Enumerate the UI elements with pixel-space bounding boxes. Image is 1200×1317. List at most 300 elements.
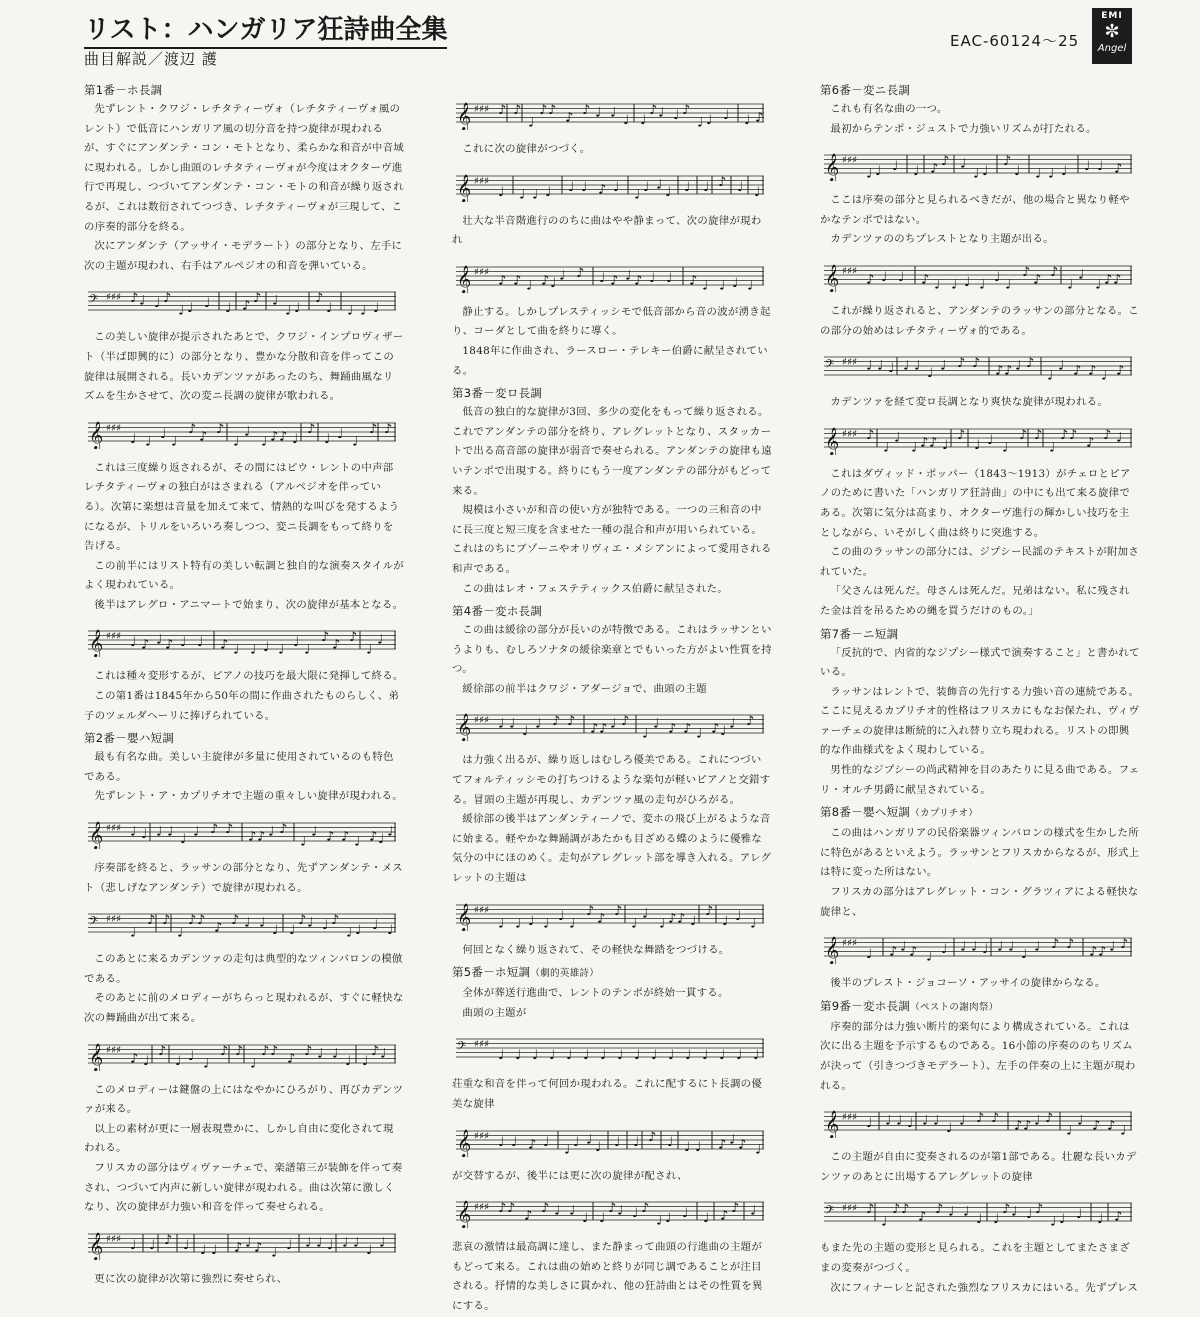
note-icon: ♪ [1014, 1118, 1023, 1134]
angel-icon: ✼ [1104, 21, 1120, 42]
note-icon: ♩ [130, 925, 137, 941]
note-icon: ♩ [946, 1121, 953, 1137]
note-icon: ♪ [552, 714, 561, 730]
treble-clef-icon: 𝄞 [457, 102, 472, 130]
note-icon: ♪ [746, 714, 755, 730]
note-icon: ♪ [225, 822, 234, 838]
body-paragraph: これは種々変形するが、ピアノの技巧を最大限に発揮して終る。 [94, 670, 404, 683]
note-icon: ♪ [528, 1137, 537, 1153]
note-icon: ♩ [631, 916, 638, 931]
note-icon: ♩ [263, 640, 270, 656]
note-icon: ♪ [1092, 1118, 1101, 1134]
note-icon: ♪ [930, 161, 939, 177]
note-icon: ♩ [747, 278, 754, 293]
note-icon: ♩ [903, 358, 910, 374]
note-icon: ♩ [632, 1206, 639, 1222]
note-icon: ♩ [586, 1132, 593, 1148]
note-icon: ♩ [352, 434, 359, 449]
note-icon: ♩ [285, 303, 292, 319]
body-paragraph: この前半にはリスト特有の美しい転調と独自的な演奏スタイルがよく現われている。 [84, 559, 404, 592]
note-icon: ♪ [590, 721, 599, 737]
note-icon: ♪ [683, 721, 692, 737]
note-icon: ♩ [642, 906, 649, 922]
note-icon: ♩ [979, 277, 986, 292]
note-icon: ♪ [909, 944, 918, 960]
note-icon: ♪ [1104, 272, 1113, 288]
body-paragraph: 更に次の旋律が次第に強烈に奏せられ、 [94, 1272, 288, 1285]
note-icon: ♪ [668, 721, 677, 737]
note-icon: ♩ [595, 1139, 602, 1155]
note-icon: ♩ [1014, 164, 1021, 180]
body-paragraph: が交替するが、後半には更に次の旋律が配され、 [452, 1169, 688, 1182]
music-example-staff [88, 623, 398, 657]
note-icon: ♪ [634, 273, 643, 289]
note-icon: ♩ [1059, 1212, 1066, 1228]
body-paragraph: この曲はハンガリアの民俗楽器ツィンバロンの様式を生かした所に特色があるといえよう。ラッサンとフリスカからなるが、形式上は特に変った所はない。 [820, 827, 1140, 879]
note-icon: ♩ [706, 113, 713, 128]
body-paragraph: このあとに来るカデンツァの走句は典型的なツィンバロンの模倣である。 [84, 953, 403, 985]
note-icon: ♪ [689, 273, 698, 289]
note-icon: ♪ [957, 356, 966, 372]
section-heading-label: 第2番－嬰ハ短調 [84, 731, 175, 746]
note-icon: ♪ [332, 637, 341, 653]
key-signature-icon: ♯♯♯ [106, 823, 122, 835]
note-icon: ♪ [1033, 272, 1042, 288]
body-paragraph: これに次の旋律がつづく。 [462, 143, 591, 155]
body-paragraph: これはダヴィッド・ポッパー（1843〜1913）がチェロとピアノのために書いた「ハンガリア狂詩曲」の中にも出て来る旋律である。次第に気分は高まり、オクターヴ進行の輝かしい技巧を主としながら、いそがしく曲は終りに突進する。 [820, 467, 1131, 539]
note-icon: ♪ [279, 429, 288, 445]
note-icon: ♩ [649, 270, 656, 286]
section-heading [452, 383, 772, 403]
note-icon: ♩ [372, 918, 379, 934]
note-icon: ♪ [369, 421, 378, 437]
note-icon: ♪ [1019, 427, 1028, 443]
section-heading-label: 第8番－嬰ヘ短調 [820, 805, 911, 820]
body-paragraph: これは三度繰り返されるが、その間にはピウ・レントの中声部レチタティーヴォの独白がはさまれる（アルペジオを伴っている）。次第に楽想は音量を加えて来て、情熱的な叫びを発するようになるが、トリルをいろいろ奏しつつ、変ニ長調をもって終りを告げる。 [84, 461, 400, 553]
note-icon: ♩ [250, 1056, 257, 1071]
note-icon: ♩ [141, 827, 148, 843]
note-icon: ♪ [1022, 264, 1031, 280]
emi-angel-logo [1092, 8, 1132, 64]
body-paragraph: 「父さんは死んだ。母さんは死んだ。兄弟はない。私に残された金は首を吊るための縄を買うだけのもの。」 [820, 585, 1130, 617]
note-icon: ♪ [1103, 427, 1112, 443]
note-icon: ♩ [511, 1134, 518, 1150]
note-icon: ♩ [1048, 166, 1055, 182]
note-icon: ♪ [270, 1043, 279, 1059]
note-icon: ♪ [705, 903, 714, 919]
note-icon: ♪ [248, 829, 257, 845]
note-icon: ♩ [885, 1113, 892, 1129]
note-icon: ♩ [1116, 430, 1123, 446]
note-icon: ♩ [617, 1203, 624, 1219]
note-icon: ♪ [541, 273, 550, 289]
note-icon: ♩ [366, 1242, 373, 1258]
body-paragraph: 緩徐部の後半はアンダンティーノで、変ホの飛び上がるような音に始まる。軽やかな舞踊調があたかも目ざめる蝶のように優雅な気分の中にほのめく。走句がアレグレット部を導き入れる。アレグレットの主題は [452, 813, 772, 885]
note-icon: ♪ [164, 1232, 173, 1248]
music-example-staff [456, 96, 766, 130]
note-icon: ♩ [543, 916, 550, 931]
note-icon: ♩ [974, 437, 981, 453]
note-icon: ♩ [354, 834, 361, 850]
note-icon: ♪ [920, 435, 929, 451]
note-icon: ♩ [193, 824, 200, 840]
note-icon: ♩ [754, 184, 761, 200]
music-example-staff [456, 707, 766, 741]
note-icon: ♩ [737, 179, 744, 195]
note-icon: ♩ [927, 366, 934, 382]
body-paragraph: 緩徐部の前半はクワジ・アダージョで、曲頭の主題 [462, 682, 707, 695]
note-icon: ♪ [614, 903, 623, 919]
note-icon: ♩ [373, 301, 380, 317]
note-icon: ♩ [673, 108, 680, 123]
note-icon: ♪ [130, 291, 139, 307]
note-icon: ♪ [371, 1043, 380, 1059]
note-icon: ♩ [498, 716, 505, 732]
music-example-staff [456, 168, 766, 202]
note-icon: ♪ [921, 272, 930, 288]
note-icon: ♩ [997, 939, 1004, 955]
note-icon: ♪ [1034, 427, 1043, 443]
body-paragraph: 男性的なジプシーの尚武精神を目のあたりに見る曲である。フェリ・オルチ男爵に献呈されている。 [820, 764, 1140, 796]
music-example-staff [824, 930, 1134, 964]
note-icon: ♩ [866, 947, 873, 963]
note-icon: ♩ [549, 1048, 556, 1064]
note-icon: ♩ [1077, 1113, 1084, 1129]
body-paragraph: 最も有名な曲。美しい主旋律が多量に使用されているのも特色である。 [84, 751, 394, 783]
note-icon: ♩ [643, 179, 650, 195]
treble-clef-icon: 𝄞 [457, 1200, 472, 1229]
section-subtitle: （ペストの謝肉祭） [910, 1001, 999, 1013]
treble-clef-icon: 𝄞 [89, 1042, 104, 1071]
note-icon: ♩ [702, 1048, 709, 1064]
note-icon: ♩ [888, 361, 895, 377]
note-icon: ♩ [188, 1048, 195, 1064]
note-icon: ♩ [366, 642, 373, 658]
key-signature-icon: ♯♯♯ [474, 266, 490, 278]
note-icon: ♩ [973, 166, 980, 182]
music-example-staff [88, 284, 398, 318]
note-icon: ♩ [294, 301, 301, 317]
section-heading [820, 802, 1140, 824]
note-icon: ♪ [957, 427, 966, 443]
key-signature-icon: ♯♯♯ [474, 715, 490, 727]
bass-clef-icon: 𝄢 [457, 1040, 467, 1057]
note-icon: ♩ [1021, 947, 1028, 963]
note-icon: ♪ [188, 421, 197, 437]
note-icon: ♩ [617, 1048, 624, 1064]
body-paragraph: 何回となく繰り返されて、その軽快な舞踏をつづける。 [462, 943, 730, 956]
treble-clef-icon: 𝄞 [825, 263, 840, 292]
note-icon: ♩ [866, 1116, 873, 1132]
body-paragraph: 曲頭の主題が [462, 1006, 527, 1019]
note-icon: ♩ [244, 915, 251, 931]
note-icon: ♪ [889, 944, 898, 960]
music-example-staff [824, 258, 1134, 292]
note-icon: ♩ [175, 1053, 182, 1069]
note-icon: ♩ [569, 916, 576, 931]
note-icon: ♩ [659, 916, 666, 931]
note-icon: ♪ [254, 1240, 263, 1256]
music-example-staff [456, 1031, 766, 1065]
note-icon: ♩ [353, 1235, 360, 1251]
note-icon: ♩ [1011, 1204, 1018, 1220]
note-icon: ♩ [665, 184, 672, 200]
note-icon: ♪ [498, 273, 507, 289]
note-icon: ♪ [935, 1202, 944, 1218]
body-paragraph: もまた先の主題の変形と見られる。これを主題としてまたさまざまの変奏がつづく。 [820, 1242, 1131, 1274]
body-paragraph: これも有名な曲の一つ。 [830, 103, 948, 115]
body-paragraph: ここは序奏の部分と見られるべきだが、他の場合と異なり軽やかなテンポではない。 [820, 194, 1130, 226]
note-icon: ♩ [564, 1142, 571, 1157]
note-icon: ♪ [197, 913, 206, 929]
body-paragraph: 先ずレント・クワジ・レチタティーヴォ（レチタティーヴォ風のレント）で低音にハンガリア風の切分音を持つ旋律が現われるが、すぐにアンダンテ・コン・モトとなり、柔らかな和音が中音域に現われる。しかし曲頭のレチタティーヴォが今度はオクターヴ進行で再現し、つづいてアンダンテ・コン・モトの和音が繰り返されるが、これは数衍されてつづき、レチタティーヴォが三現して、この序奏的部分を終る。 [84, 103, 404, 233]
note-icon: ♩ [642, 726, 649, 742]
note-icon: ♩ [156, 632, 163, 648]
note-icon: ♪ [731, 1201, 740, 1217]
note-icon: ♩ [875, 164, 882, 180]
note-icon: ♩ [167, 824, 174, 840]
key-signature-icon: ♯♯♯ [106, 1233, 122, 1245]
note-icon: ♩ [1066, 1123, 1073, 1139]
note-icon: ♩ [293, 635, 300, 651]
note-icon: ♩ [1067, 277, 1074, 292]
note-icon: ♪ [755, 110, 764, 126]
music-example-staff [456, 1123, 766, 1157]
note-icon: ♩ [582, 1211, 589, 1227]
note-icon: ♩ [130, 824, 137, 840]
note-icon: ♪ [220, 637, 229, 653]
note-icon: ♩ [360, 303, 367, 319]
note-icon: ♩ [566, 1048, 573, 1064]
note-icon: ♩ [941, 942, 948, 958]
note-icon: ♪ [892, 1202, 901, 1218]
note-icon: ♩ [160, 426, 167, 442]
treble-clef-icon: 𝄞 [89, 821, 104, 850]
note-icon: ♩ [143, 1053, 150, 1069]
note-icon: ♪ [682, 103, 691, 118]
note-icon: ♩ [892, 159, 899, 175]
music-example-staff [88, 815, 398, 849]
key-signature-icon: ♯♯♯ [842, 1112, 858, 1124]
note-icon: ♩ [610, 105, 617, 121]
note-icon: ♪ [242, 298, 251, 314]
note-icon: ♪ [608, 1201, 617, 1217]
note-icon: ♩ [625, 268, 632, 284]
note-icon: ♪ [162, 913, 171, 929]
note-icon: ♪ [941, 154, 950, 170]
body-paragraph: フリスカの部分はアレグレット・コン・グラツィアによる軽快な旋律と、 [820, 886, 1139, 918]
note-icon: ♩ [550, 275, 557, 291]
note-icon: ♪ [369, 829, 378, 845]
note-icon: ♩ [613, 179, 620, 195]
note-icon: ♩ [900, 939, 907, 955]
note-icon: ♩ [666, 270, 673, 286]
note-icon: ♪ [147, 913, 156, 929]
key-signature-icon: ♯♯♯ [842, 357, 858, 369]
note-icon: ♩ [696, 726, 703, 742]
note-icon: ♩ [1109, 939, 1116, 955]
note-icon: ♩ [346, 925, 353, 941]
key-signature-icon: ♯♯♯ [474, 175, 490, 187]
note-icon: ♪ [257, 829, 266, 845]
body-paragraph: 1848年に作曲され、ラースロー・テレキー伯爵に献呈されている。 [452, 344, 768, 377]
note-icon: ♩ [380, 1046, 387, 1062]
note-icon: ♩ [729, 1132, 736, 1148]
note-icon: ♩ [1061, 164, 1068, 180]
key-signature-icon: ♯♯♯ [474, 104, 490, 115]
note-icon: ♪ [1098, 944, 1107, 960]
body-paragraph: 規模は小さいが和音の使い方が独特である。一つの三和音の中に長三度と短三度を含ませた一種の混合和声が用いられている。これはのちにブゾーニやオリヴィエ・メシアンによって愛用される和声である。 [452, 504, 772, 575]
note-icon: ♩ [922, 1113, 929, 1129]
note-icon: ♩ [914, 358, 921, 374]
note-icon: ♪ [163, 291, 172, 307]
note-icon: ♪ [279, 822, 288, 838]
note-icon: ♩ [332, 1046, 339, 1062]
note-icon: ♪ [1026, 356, 1035, 372]
note-icon: ♩ [522, 724, 529, 740]
note-icon: ♩ [1034, 1113, 1041, 1129]
note-icon: ♩ [154, 296, 161, 312]
body-paragraph: この美しい旋律が提示されたあとで、クワジ・インプロヴィザート（半ば即興的に）の部分となり、豊かな分散和音を伴ってこの旋律は展開される。長いカデンツァがあったのち、舞踊曲風なリズムを生かさせて、次の変ニ長調の旋律が歌われる。 [84, 331, 404, 403]
note-icon: ♩ [178, 303, 185, 319]
note-icon: ♪ [1073, 363, 1082, 379]
note-icon: ♩ [896, 1113, 903, 1129]
note-icon: ♩ [993, 1212, 1000, 1228]
body-paragraph: 悲哀の激情は最高調に達し、また静まって曲頭の行進曲の主題がもどって来る。これは曲の始めと終りが同じ調であることが注目される。抒情的な美しさに貫かれ、他の狂詩曲とはその性質を異にする。 [452, 1241, 763, 1312]
section-heading-label: 第3番－変ロ長調 [452, 386, 543, 401]
body-paragraph: 以上の素材が更に一層表現豊かに、しかし自由に変化されて現われる。 [84, 1122, 394, 1155]
note-icon: ♩ [599, 1211, 606, 1227]
section-heading-label: 第6番－変ニ長調 [820, 83, 911, 97]
note-icon: ♪ [901, 1202, 910, 1218]
bass-clef-icon: 𝄢 [825, 1204, 835, 1221]
note-icon: ♩ [558, 908, 565, 924]
note-icon: ♩ [532, 1048, 539, 1064]
note-icon: ♩ [960, 939, 967, 955]
note-icon: ♪ [995, 363, 1004, 379]
note-icon: ♪ [668, 911, 677, 927]
note-icon: ♪ [141, 637, 150, 653]
note-icon: ♪ [199, 429, 208, 445]
note-icon: ♪ [991, 1111, 1000, 1127]
key-signature-icon: ♯♯♯ [842, 155, 858, 167]
note-icon: ♩ [690, 913, 697, 929]
note-icon: ♪ [513, 273, 522, 289]
note-icon: ♪ [576, 265, 585, 281]
note-icon: ♩ [634, 1048, 641, 1064]
note-icon: ♩ [272, 923, 279, 939]
note-icon: ♩ [289, 923, 296, 939]
body-paragraph: 後半はアレグロ・アニマートで始まり、次の旋律が基本となる。 [94, 598, 404, 611]
key-signature-icon: ♯♯♯ [474, 904, 490, 916]
treble-clef-icon: 𝄞 [825, 426, 840, 455]
note-icon: ♩ [305, 1235, 312, 1251]
note-icon: ♪ [326, 829, 335, 845]
body-paragraph: フリスカの部分はヴィヴァーチェで、楽譜第三が装飾を伴って奏され、つづいて内声に新しい旋律が現われる。曲は次第に激しくなり、次の旋律が力強い和音を伴って奏せられる。 [84, 1161, 403, 1214]
note-icon: ♩ [145, 434, 152, 449]
note-icon: ♪ [1086, 435, 1095, 451]
note-icon: ♩ [755, 1142, 762, 1157]
music-example-staff [88, 1226, 398, 1260]
note-icon: ♪ [304, 1043, 313, 1059]
note-icon: ♪ [1069, 427, 1078, 443]
note-icon: ♩ [934, 277, 941, 292]
note-icon: ♩ [377, 632, 384, 648]
note-icon: ♩ [324, 431, 331, 447]
note-icon: ♪ [1113, 272, 1122, 288]
note-icon: ♩ [130, 431, 137, 447]
body-paragraph: この主題が自由に変奏されるのが第1部である。壮麗な長いカデンツァのあとに出場するアレグレットの旋律 [820, 1151, 1137, 1183]
note-icon: ♪ [866, 272, 875, 288]
key-signature-icon: ♯♯♯ [474, 1039, 490, 1051]
note-icon: ♩ [866, 358, 873, 374]
note-icon: ♩ [898, 269, 905, 285]
note-icon: ♪ [586, 903, 595, 919]
note-icon: ♩ [509, 716, 516, 732]
logo-label-top: EMI [1101, 11, 1123, 21]
note-icon: ♩ [347, 303, 354, 319]
note-icon: ♪ [234, 1240, 243, 1256]
note-icon: ♪ [524, 1208, 533, 1224]
note-icon: ♩ [307, 915, 314, 931]
note-icon: ♩ [982, 164, 989, 180]
note-icon: ♪ [1114, 1209, 1123, 1225]
key-signature-icon: ♯♯♯ [106, 914, 122, 926]
note-icon: ♩ [1005, 277, 1012, 292]
note-icon: ♩ [732, 275, 739, 291]
note-icon: ♩ [528, 913, 535, 929]
key-signature-icon: ♯♯♯ [842, 1203, 858, 1215]
note-icon: ♪ [648, 1129, 657, 1145]
note-icon: ♩ [130, 1237, 137, 1253]
bass-clef-icon: 𝄢 [825, 358, 835, 375]
note-icon: ♩ [653, 716, 660, 732]
note-icon: ♩ [668, 1048, 675, 1064]
key-signature-icon: ♯♯♯ [106, 422, 122, 434]
note-icon: ♩ [225, 301, 232, 317]
note-icon: ♪ [720, 1208, 729, 1224]
note-icon: ♩ [1026, 1207, 1033, 1223]
note-icon: ♩ [211, 1242, 218, 1258]
note-icon: ♪ [331, 913, 340, 929]
body-paragraph: 最初からテンポ・ジュストで力強いリズムが打たれる。 [830, 122, 1097, 135]
note-icon: ♩ [387, 923, 394, 939]
note-icon: ♩ [697, 115, 704, 130]
note-icon: ♩ [583, 1048, 590, 1064]
note-icon: ♪ [976, 1111, 985, 1127]
note-icon: ♩ [656, 177, 663, 193]
note-icon: ♩ [599, 270, 606, 286]
note-icon: ♪ [866, 427, 875, 443]
music-example-staff [88, 1037, 398, 1071]
note-icon: ♪ [1114, 161, 1123, 177]
music-example-staff [824, 349, 1134, 383]
note-icon: ♩ [187, 301, 194, 317]
key-signature-icon: ♯♯♯ [106, 292, 122, 304]
note-icon: ♩ [729, 716, 736, 732]
body-paragraph: 次にフィナーレと記された強烈なフリスカにはいる。先ずプレス [830, 1281, 1139, 1294]
note-icon: ♩ [498, 184, 505, 200]
note-icon: ♩ [633, 1134, 640, 1150]
note-icon: ♩ [304, 642, 311, 658]
note-icon: ♩ [130, 635, 137, 651]
note-icon: ♪ [1023, 1118, 1032, 1134]
text-column-1 [84, 78, 404, 1289]
note-icon: ♩ [362, 1053, 369, 1069]
note-icon: ♩ [1049, 440, 1056, 455]
note-icon: ♩ [987, 432, 994, 448]
note-icon: ♩ [244, 424, 251, 440]
